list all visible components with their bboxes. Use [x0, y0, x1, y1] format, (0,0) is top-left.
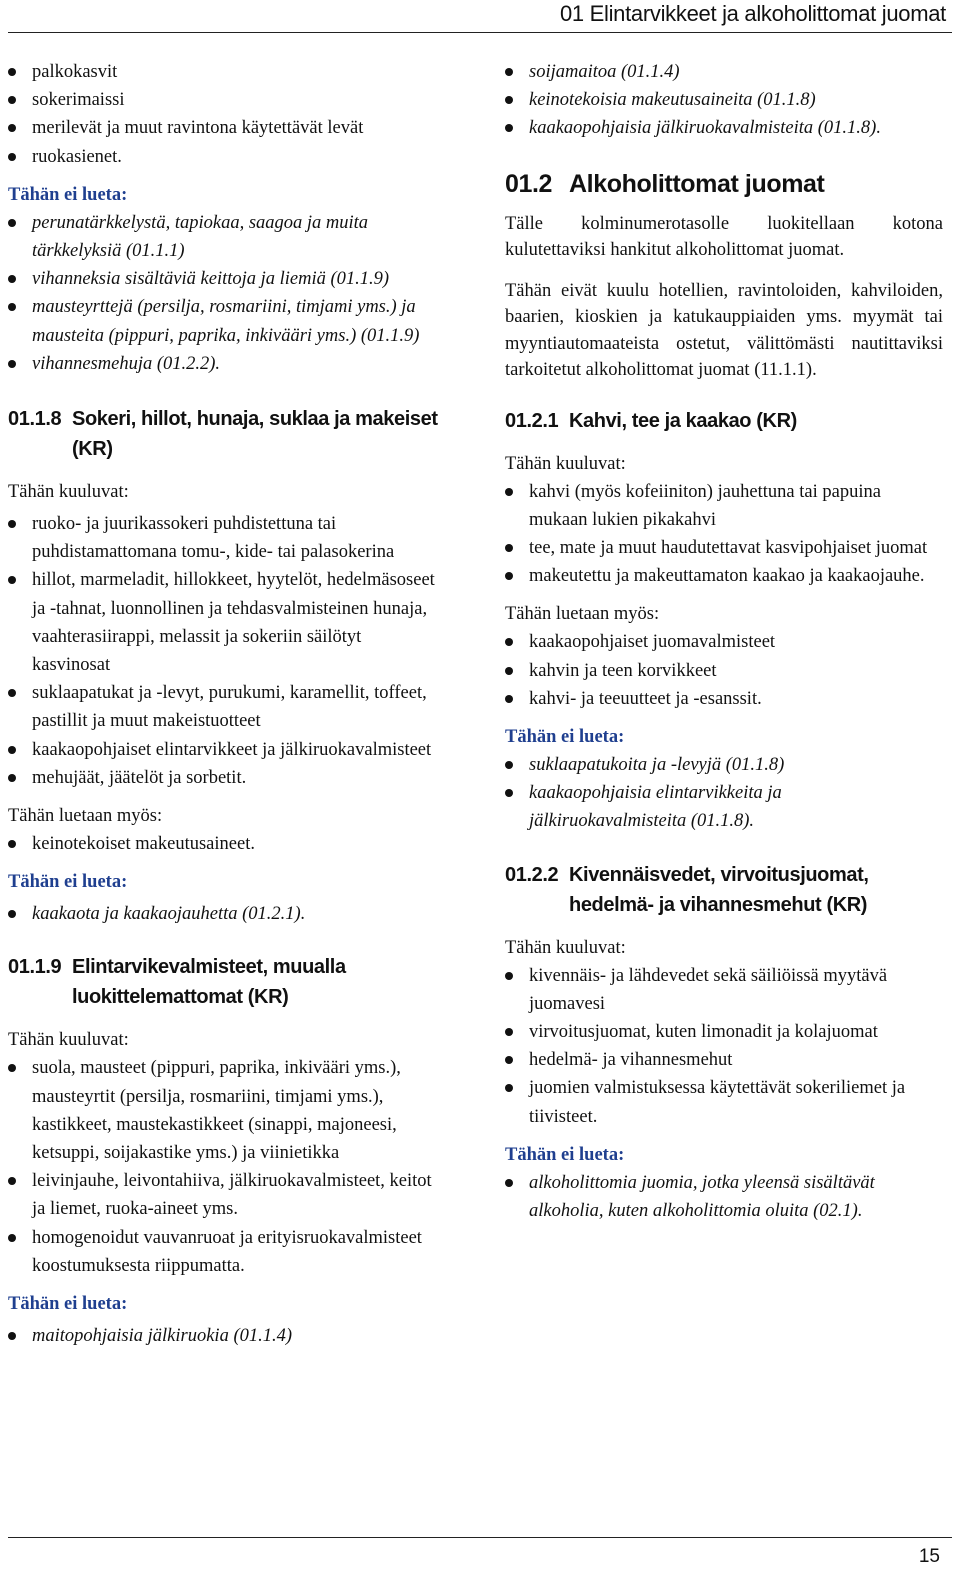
list-item: palkokasvit [8, 58, 444, 86]
list-item: maitopohjaisia jälkiruokia (01.1.4) [8, 1322, 444, 1350]
list-item: kahvi (myös kofeiiniton) jauhettuna tai papuina mukaan lukien pikakahvi [505, 478, 943, 534]
list-item: makeutettu ja makeuttamaton kaakao ja kaakaojauhe. [505, 562, 943, 590]
inclusion-list [8, 510, 444, 792]
section-heading-01-1-9 [8, 952, 444, 1012]
list-item: kaakaopohjaiset juomavalmisteet [505, 628, 943, 656]
exclusion-label: Tähän ei lueta: [505, 727, 625, 748]
section-heading-01-2 [505, 167, 943, 201]
list-item: vihannesmehuja (01.2.2). [8, 350, 444, 378]
list-item: virvoitusjuomat, kuten limonadit ja kolajuomat [505, 1018, 943, 1046]
inclusion-list [8, 1054, 444, 1280]
section-number: 01.2.1 [505, 409, 559, 432]
list-item: kivennäis- ja lähdevedet sekä säiliöissä myytävä juomavesi [505, 962, 943, 1018]
page-header [0, 0, 960, 36]
exclusion-label: Tähän ei lueta: [8, 1294, 128, 1315]
section-number: 01.1.8 [8, 408, 62, 431]
section-title: Kahvi, tee ja kaakao (KR) [569, 409, 797, 432]
page-number: 15 [918, 1546, 940, 1567]
exclusion-list [505, 1169, 943, 1225]
continued-exclusion-list [505, 58, 943, 143]
list-item: kaakaopohjaisia jälkiruokavalmisteita (01.1.8). [505, 114, 943, 142]
exclusion-list [8, 209, 444, 378]
section-number: 01.2 [505, 169, 553, 198]
list-item: leivinjauhe, leivontahiiva, jälkiruokavalmisteet, keitot ja liemet, ruoka-aineet yms. [8, 1167, 444, 1223]
inclusion-label: Tähän kuuluvat: [8, 1030, 129, 1051]
intro-list [8, 58, 444, 171]
list-item: soijamaitoa (01.1.4) [505, 58, 943, 86]
exclusion-label: Tähän ei lueta: [8, 184, 128, 205]
inclusion-label: Tähän kuuluvat: [505, 937, 626, 958]
header-rule [8, 32, 952, 33]
list-item: kaakaopohjaiset elintarvikkeet ja jälkiruokavalmisteet [8, 736, 444, 764]
section-title: Kivennäisvedet, virvoitusjuomat, hedelmä- ja vihannesmehut (KR) [569, 863, 869, 916]
exclusion-label: Tähän ei lueta: [505, 1144, 625, 1165]
list-item: keinotekoiset makeutusaineet. [8, 830, 444, 858]
exclusion-list [505, 751, 943, 836]
list-item: merilevät ja muut ravintona käytettävät levät [8, 114, 444, 142]
list-item: hedelmä- ja vihannesmehut [505, 1046, 943, 1074]
list-item: suola, mausteet (pippuri, paprika, inkivääri yms.), mausteyrtit (persilja, rosmariini, timjami yms.), kastikkeet, maustekastikkeet (sinappi, majoneesi, ketsuppi, soijakastike yms.) ja viinietikka [8, 1054, 444, 1167]
inclusion-label: Tähän kuuluvat: [505, 453, 626, 474]
list-item: vihanneksia sisältäviä keittoja ja liemiä (01.1.9) [8, 265, 444, 293]
inclusion-label: Tähän kuuluvat: [8, 482, 129, 503]
section-title: Alkoholittomat juomat [569, 169, 825, 198]
inclusion-list [505, 962, 943, 1131]
list-item: tee, mate ja muut haudutettavat kasvipohjaiset juomat [505, 534, 943, 562]
also-list [8, 830, 444, 858]
section-heading-01-2-1 [505, 406, 943, 436]
list-item: suklaapatukat ja -levyt, purukumi, karamellit, toffeet, pastillit ja muut makeistuotteet [8, 679, 444, 735]
list-item: mehujäät, jäätelöt ja sorbetit. [8, 764, 444, 792]
exclusion-paragraph: Tähän eivät kuulu hotellien, ravintoloiden, kahviloiden, baarien, kioskien ja katukauppiaiden yms. myymät tai myyntiautomaateista ostetut, välittömästi nautittaviksi tarkoitetut alkoholittomat juomat (11.1.1). [505, 280, 943, 381]
list-item: kaakaota ja kaakaojauhetta (01.2.1). [8, 900, 444, 928]
section-number: 01.1.9 [8, 956, 62, 979]
list-item: hillot, marmeladit, hillokkeet, hyytelöt, hedelmäsoseet ja -tahnat, luonnollinen ja tehdasvalmisteinen hunaja, vaahterasiirappi, melassit ja sokeriin säilötyt kasvinosat [8, 566, 444, 679]
intro-paragraph: Tälle kolminumerotasolle luokitellaan kotona kulutettaviksi hankitut alkoholittomat juomat. [505, 213, 943, 261]
section-title: Sokeri, hillot, hunaja, suklaa ja makeiset (KR) [72, 408, 438, 461]
list-item: alkoholittomia juomia, jotka yleensä sisältävät alkoholia, kuten alkoholittomia oluita (02.1). [505, 1169, 943, 1225]
exclusion-label: Tähän ei lueta: [8, 872, 128, 893]
footer-rule [8, 1537, 952, 1538]
list-item: kaakaopohjaisia elintarvikkeita ja jälkiruokavalmisteita (01.1.8). [505, 779, 943, 835]
list-item: sokerimaissi [8, 86, 444, 114]
list-item: homogenoidut vauvanruoat ja erityisruokavalmisteet koostumuksesta riippumatta. [8, 1224, 444, 1280]
also-label: Tähän luetaan myös: [505, 604, 660, 625]
header-title: 01 Elintarvikkeet ja alkoholittomat juomat [559, 1, 946, 26]
exclusion-list [8, 900, 444, 928]
also-label: Tähän luetaan myös: [8, 806, 163, 827]
list-item: kahvi- ja teeuutteet ja -esanssit. [505, 685, 943, 713]
section-heading-01-1-8 [8, 404, 444, 464]
list-item: mausteyrttejä (persilja, rosmariini, timjami yms.) ja mausteita (pippuri, paprika, inkivääri yms.) (01.1.9) [8, 293, 444, 349]
inclusion-list [505, 478, 943, 591]
section-title: Elintarvikevalmisteet, muualla luokittelemattomat (KR) [72, 956, 346, 1009]
also-list [505, 628, 943, 713]
list-item: keinotekoisia makeutusaineita (01.1.8) [505, 86, 943, 114]
list-item: suklaapatukoita ja -levyjä (01.1.8) [505, 751, 943, 779]
section-number: 01.2.2 [505, 863, 559, 886]
list-item: kahvin ja teen korvikkeet [505, 657, 943, 685]
left-column [8, 58, 444, 1350]
right-column [505, 58, 943, 1225]
exclusion-list [8, 1322, 444, 1350]
list-item: ruoko- ja juurikassokeri puhdistettuna tai puhdistamattomana tomu-, kide- tai palasokerina [8, 510, 444, 566]
section-heading-01-2-2 [505, 860, 943, 920]
list-item: ruokasienet. [8, 143, 444, 171]
list-item: perunatärkkelystä, tapiokaa, saagoa ja muita tärkkelyksiä (01.1.1) [8, 209, 444, 265]
list-item: juomien valmistuksessa käytettävät sokeriliemet ja tiivisteet. [505, 1074, 943, 1130]
